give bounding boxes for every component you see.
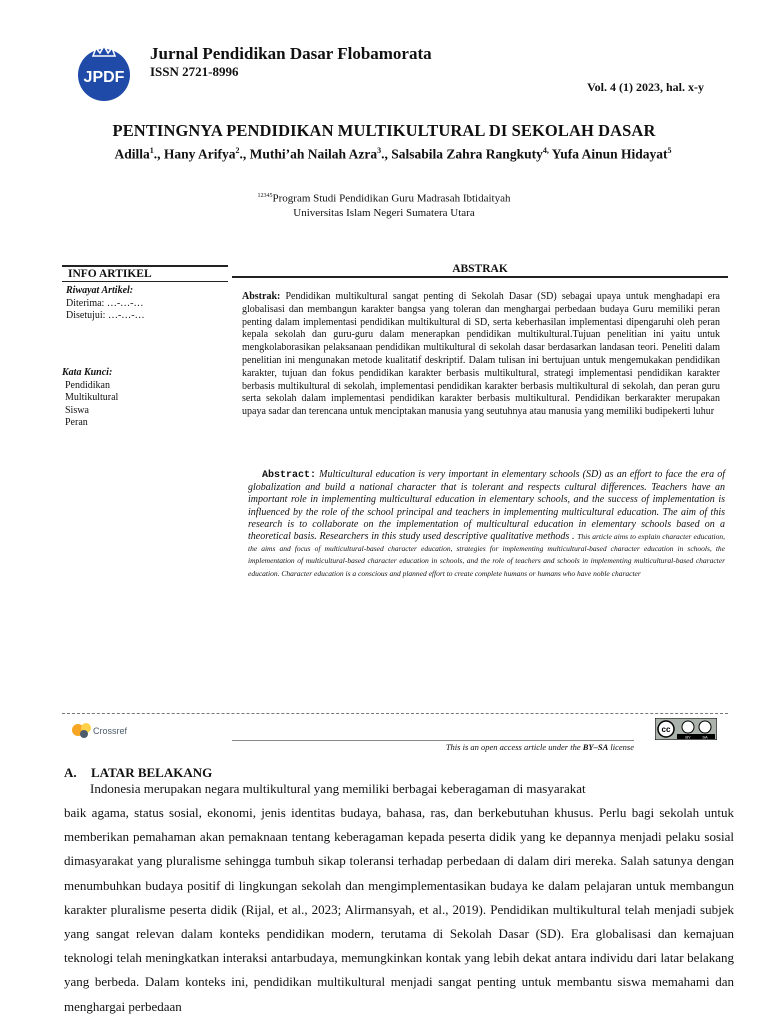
keyword: Multikultural bbox=[65, 392, 119, 403]
keyword: Pendidikan bbox=[65, 379, 110, 391]
divider bbox=[62, 713, 728, 714]
paper-title: PENTINGNYA PENDIDIKAN MULTIKULTURAL DI SEKOLAH DASAR bbox=[112, 121, 656, 140]
abstract-indonesian: Abstrak: Pendidikan multikultural sangat penting di Sekolah Dasar (SD) sebagai upaya untuk menghadapi era globalisasi dan membangun karakter bangsa yang toleran dan menghargai perbedaan budaya Guru memiliki peran penting dalam implementasi pendidikan multikultural di SD, serta keberhasilan implementasi dipengaruhi oleh peran kepala sekolah dan guru-guru dalam menerapkan pendidikan multikultural.Tujuan penelitian ini yaitu untuk mengkolaborasikan pelaksanaan pendidikan multikultural di sekolah dasar berdasarkan landasan teori. Peneliti dalam penelitian ini mengunakan metode kualitatif deskriptif. Dalam tulisan ini bertujuan untuk mengemukakan pendidikan karakter, tujuan dan fokus pendidikan karakter berbasis multikultural, strategi implementasi pendidikan karakter berbasis multikultural di sekolah, implementasi pendidikan karakter berbasis multikultural di sekolah, dan peran guru serta sekolah dalam implementasi pendidikan karakter berbasis multikultural. Pendidikan berkarakter merupakan upaya sadar dan terencana untuk menciptakan manusia yang seutuhnya atau manusia yang memiliki budipekerti luhur bbox=[242, 291, 720, 418]
author: Hany Arifya bbox=[163, 146, 236, 162]
license-note: This is an open access article under the BY–SA license bbox=[232, 740, 634, 752]
issn: ISSN 2721-8996 bbox=[150, 64, 239, 79]
section-body: baik agama, status sosial, ekonomi, jenis identitas budaya, bahasa, ras, dan berkebutuhan khusus. Perlu bagi sekolah untuk memberikan pemahaman akan pemaknaan tentang keberagaman kepada peserta didik yang ke depannya menjadi pelaku sosial dimasyarakat yang pluralisme sehingga tumbuh sikap toleransi terhadap perbedaan di dalam diri mereka. Salah satunya dengan menumbuhkan budaya positif di lingkungan sekolah dan mengimplementasikan budaya ke dalam pelajaran untuk membangun karakter pluralisme peserta didik (Rijal, et al., 2023; Alirmansyah, et al., 2019). Pendidikan multikultural telah menjadi subjek yang sangat relevan dalam konteks pendidikan modern, terutama di Sekolah Dasar (SD). Era globalisasi dan kemajuan teknologi telah meningkatkan interaksi antarbudaya, memungkinkan kontak yang lebih dekat antara individu dari latar belakang yang berbeda. Dalam konteks ini, pendidikan multikultural menjadi sangat penting untuk membantu siswa memahami dan menghargai perbedaan bbox=[64, 805, 734, 1014]
journal-title: Jurnal Pendidikan Dasar Flobamorata bbox=[150, 44, 432, 63]
svg-text:BY: BY bbox=[685, 734, 691, 740]
crossref-logo bbox=[70, 720, 150, 740]
received-date: Diterima: …-…-… bbox=[66, 297, 144, 309]
abstract-heading: ABSTRAK bbox=[232, 263, 728, 278]
history-heading: Riwayat Artikel: bbox=[66, 285, 134, 296]
abstract-english: Abstract: Multicultural education is very important in elementary schools (SD) as an effort to face the era of globalization and build a national character that is tolerant and respects cultural differences. Teachers have an important role in implementing multicultural education in elementary schools, and the success of implementation is influenced by the role of the school principal and teachers in implementing multicultural education. The aim of this research is to collaborate on the implementation of multicultural education in elementary schools based on a theoretical basis. Researchers in this study used descriptive qualitative methods . This article aims to explain character education, the aims and focus of multicultural-based character education, strategies for implementing multicultural-based character education in schools, the implementation of multicultural-based character education in schools, and the role of teachers and schools in implementing multicultural-based character education. Character education is a conscious and planned effort to create complete humans or humans who have noble character bbox=[248, 469, 725, 578]
author: Salsabila Zahra Rangkuty bbox=[391, 146, 543, 162]
section-first-line: Indonesia merupakan negara multikultural yang memiliki berbagai keberagaman di masyarakat bbox=[90, 781, 586, 796]
keyword: Peran bbox=[65, 417, 88, 428]
svg-text:cc: cc bbox=[661, 725, 671, 734]
author: Muthi’ah Nailah Azra bbox=[249, 146, 378, 162]
author: Adilla bbox=[114, 146, 150, 162]
author: Yufa Ainun Hidayat bbox=[551, 146, 668, 162]
author-list: Adilla$^1$., Hany Arifya$^2$., Muthi’ah Nailah Azra$^3$., Salsabila Zahra Rangkuty$^{4,}$ Yufa Ainun Hidayat$^5$ bbox=[114, 146, 672, 162]
info-heading: INFO ARTIKEL bbox=[62, 265, 228, 282]
affiliation: $^{12345}$Program Studi Pendidikan Guru Madrasah Ibtidaityah Universitas Islam Negeri Sumatera Utara bbox=[257, 192, 511, 219]
volume-info: Vol. 4 (1) 2023, hal. x-y bbox=[587, 80, 704, 94]
logo-text: JPDF bbox=[83, 69, 125, 86]
jpdf-logo bbox=[74, 42, 134, 102]
cc-license-icon bbox=[655, 718, 717, 740]
approved-date: Disetujui: …-…-… bbox=[66, 310, 145, 321]
keywords-heading: Kata Kunci: bbox=[62, 367, 113, 378]
keywords bbox=[62, 367, 222, 430]
svg-text:Crossref: Crossref bbox=[93, 726, 128, 736]
section-heading: A. LATAR BELAKANG bbox=[64, 765, 213, 780]
article-history bbox=[66, 285, 226, 323]
keyword: Siswa bbox=[65, 404, 89, 416]
svg-text:SA: SA bbox=[702, 734, 708, 740]
